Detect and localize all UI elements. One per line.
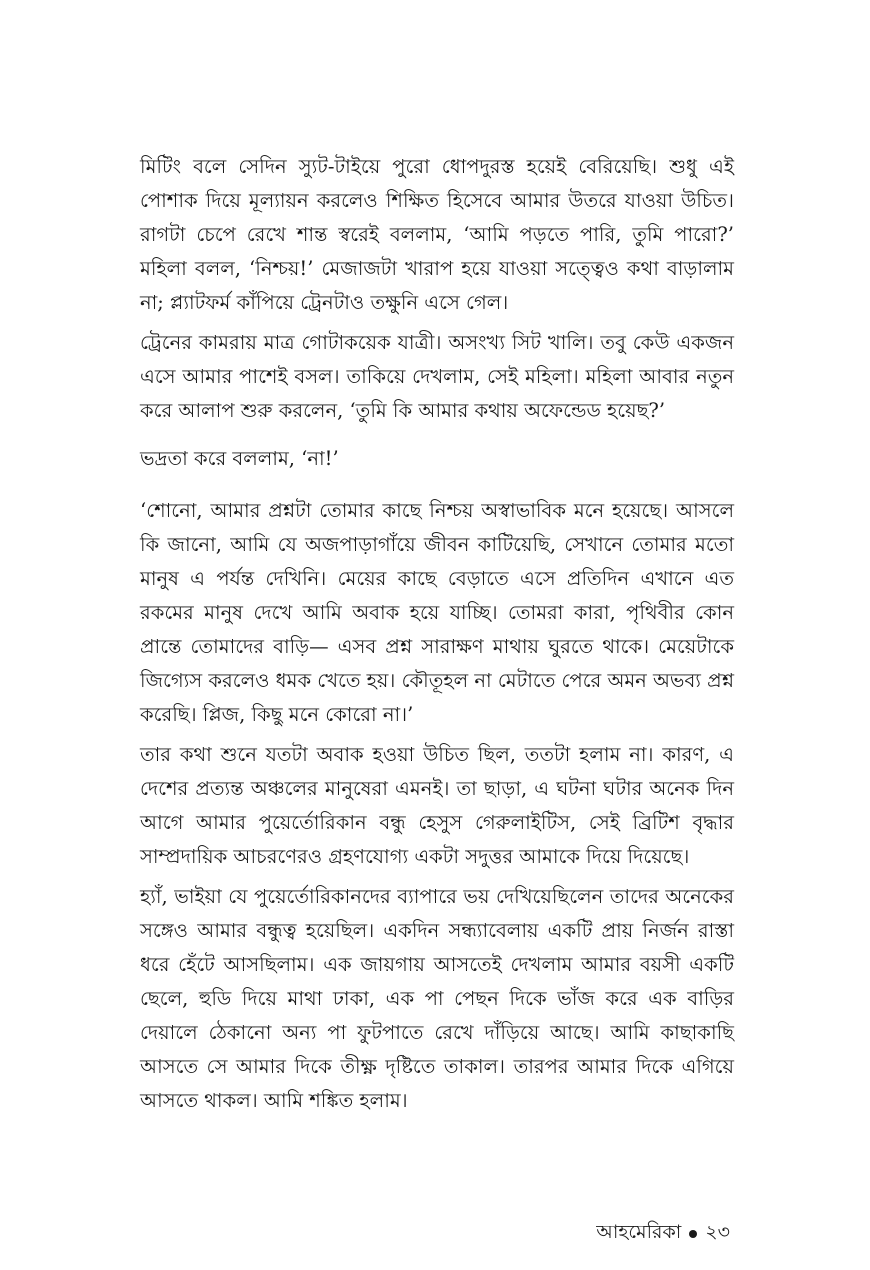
page-number: ২৩ (705, 1221, 730, 1243)
paragraph-1: মিটিং বলে সেদিন স্যুট-টাইয়ে পুরো ধোপদুরস্ত হয়েই বেরিয়েছি। শুধু এই পোশাক দিয়ে মূল্যায়ন করলেও শিক্ষিত হিসেবে আমার উতরে যাওয়া উচিত। রাগটা চেপে রেখে শান্ত স্বরেই বললাম, ‘আমি পড়তে পারি, তুমি পারো?’ মহিলা বলল, ‘নিশ্চয়!’ মেজাজটা খারাপ হয়ে যাওয়া সত্ত্বেও কথা বাড়ালাম না; প্ল্যাটফর্ম কাঁপিয়ে ট্রেনটাও তক্ষুনি এসে গেল। (140, 155, 734, 314)
book-title: আহমেরিকা (596, 1221, 682, 1243)
paragraph-4: ‘শোনো, আমার প্রশ্নটা তোমার কাছে নিশ্চয় অস্বাভাবিক মনে হয়েছে। আসলে কি জানো, আমি যে অজপাড়াগাঁয়ে জীবন কাটিয়েছি, সেখানে তোমার মতো মানুষ এ পর্যন্ত দেখিনি। মেয়ের কাছে বেড়াতে এসে প্রতিদিন এখানে এত রকমের মানুষ দেখে আমি অবাক হয়ে যাচ্ছি। তোমরা কারা, পৃথিবীর কোন প্রান্তে তোমাদের বাড়ি— এসব প্রশ্ন সারাক্ষণ মাথায় ঘুরতে থাকে। মেয়েটাকে জিগ্যেস করলেও ধমক খেতে হয়। কৌতূহল না মেটাতে পেরে অমন অভব্য প্রশ্ন করেছি। প্লিজ, কিছু মনে কোরো না।’ (140, 499, 734, 726)
paragraph-6: হ্যাঁ, ভাইয়া যে পুয়ের্তোরিকানদের ব্যাপারে ভয় দেখিয়েছিলেন তাদের অনেকের সঙ্গেও আমার বন্ধুত্ব হয়েছিল। একদিন সন্ধ্যাবেলায় একটি প্রায় নির্জন রাস্তা ধরে হেঁটে আসছিলাম। এক জায়গায় আসতেই দেখলাম আমার বয়সী একটি ছেলে, হুডি দিয়ে মাথা ঢাকা, এক পা পেছন দিকে ভাঁজ করে এক বাড়ির দেয়ালে ঠেকানো অন্য পা ফুটপাতে রেখে দাঁড়িয়ে আছে। আমি কাছাকাছি আসতে সে আমার দিকে তীক্ষ্ণ দৃষ্টিতে তাকাল। তারপর আমার দিকে এগিয়ে আসতে থাকল। আমি শঙ্কিত হলাম। (140, 885, 734, 1112)
page-body (140, 150, 734, 1124)
paragraph-2: ট্রেনের কামরায় মাত্র গোটাকয়েক যাত্রী। অসংখ্য সিট খালি। তবু কেউ একজন এসে আমার পাশেই বসল। তাকিয়ে দেখলাম, সেই মহিলা। মহিলা আবার নতুন করে আলাপ শুরু করলেন, ‘তুমি কি আমার কথায় অফেন্ডেড হয়েছ?’ (140, 331, 734, 422)
page-footer (596, 1218, 730, 1250)
bullet-icon (689, 1230, 697, 1238)
paragraph-5: তার কথা শুনে যতটা অবাক হওয়া উচিত ছিল, ততটা হলাম না। কারণ, এ দেশের প্রত্যন্ত অঞ্চলের মানুষেরা এমনই। তা ছাড়া, এ ঘটনা ঘটার অনেক দিন আগে আমার পুয়ের্তোরিকান বন্ধু হেসুস গেরুলাইটিস, সেই ব্রিটিশ বৃদ্ধার সাম্প্রদায়িক আচরণেরও গ্রহণযোগ্য একটা সদুত্তর আমাকে দিয়ে দিয়েছে। (140, 743, 734, 868)
paragraph-3: ভদ্রতা করে বললাম, ‘না!’ (140, 447, 339, 470)
